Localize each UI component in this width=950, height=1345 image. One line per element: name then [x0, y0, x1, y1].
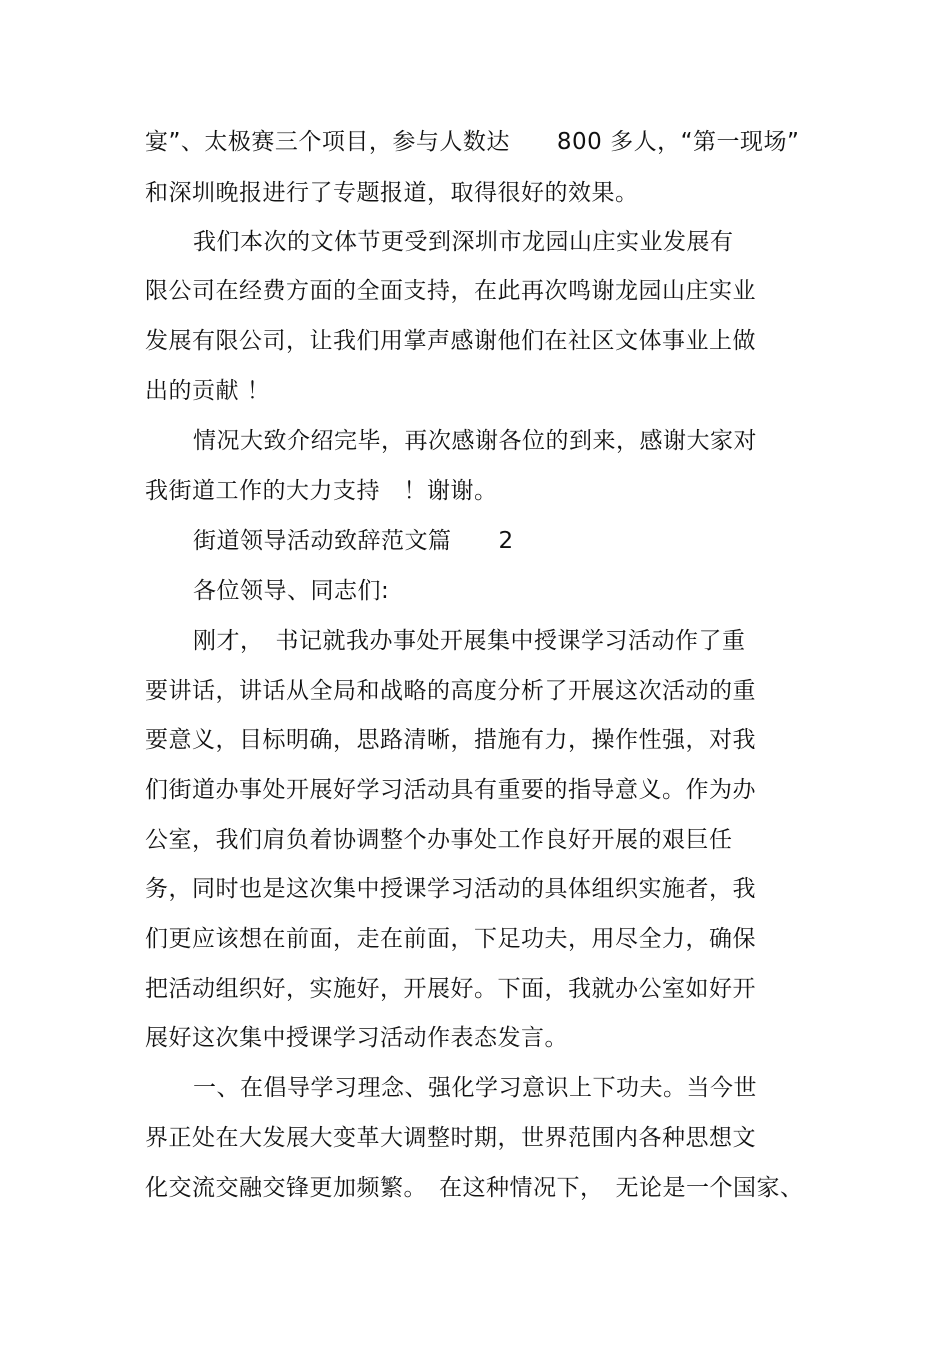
text-line-20: 一、在倡导学习理念、强化学习意识上下功夫。当今世 [193, 1075, 757, 1101]
text-line-15: 公室，我们肩负着协调整个办事处工作良好开展的艰巨任 [145, 827, 733, 853]
text-line-3: 我们本次的文体节更受到深圳市龙园山庄实业发展有 [193, 229, 734, 255]
text-line-8: 我街道工作的大力支持 ！谢谢。 [145, 478, 498, 504]
text-line-14: 们街道办事处开展好学习活动具有重要的指导意义。作为办 [145, 777, 756, 803]
text-line-2: 和深圳晚报进行了专题报道，取得很好的效果。 [145, 180, 639, 206]
text-line-11: 刚才， 书记就我办事处开展集中授课学习活动作了重 [193, 628, 746, 654]
text-line-5: 发展有限公司，让我们用掌声感谢他们在社区文体事业上做 [145, 328, 756, 354]
text-line-18: 把活动组织好，实施好，开展好。下面，我就办公室如好开 [145, 976, 756, 1002]
text-line-17: 们更应该想在前面，走在前面，下足功夫，用尽全力，确保 [145, 926, 756, 952]
text-line-4: 限公司在经费方面的全面支持，在此再次鸣谢龙园山庄实业 [145, 278, 756, 304]
text-line-7: 情况大致介绍完毕，再次感谢各位的到来，感谢大家对 [193, 428, 757, 454]
text-line-1: 宴”、太极赛三个项目，参与人数达 800 多人，“第一现场” [145, 129, 800, 155]
text-line-12: 要讲话，讲话从全局和战略的高度分析了开展这次活动的重 [145, 678, 756, 704]
text-line-6: 出的贡献 ！ [145, 378, 271, 404]
section-heading: 街道领导活动致辞范文篇 2 [193, 528, 514, 554]
text-line-22: 化交流交融交锋更加频繁。 在这种情况下， 无论是一个国家、 [145, 1175, 804, 1201]
text-line-19: 展好这次集中授课学习活动作表态发言。 [145, 1025, 568, 1051]
text-line-16: 务，同时也是这次集中授课学习活动的具体组织实施者，我 [145, 876, 756, 902]
text-line-13: 要意义，目标明确，思路清晰，措施有力，操作性强，对我 [145, 727, 756, 753]
salutation: 各位领导、同志们: [193, 578, 390, 604]
text-line-21: 界正处在大发展大变革大调整时期，世界范围内各种思想文 [145, 1125, 756, 1151]
